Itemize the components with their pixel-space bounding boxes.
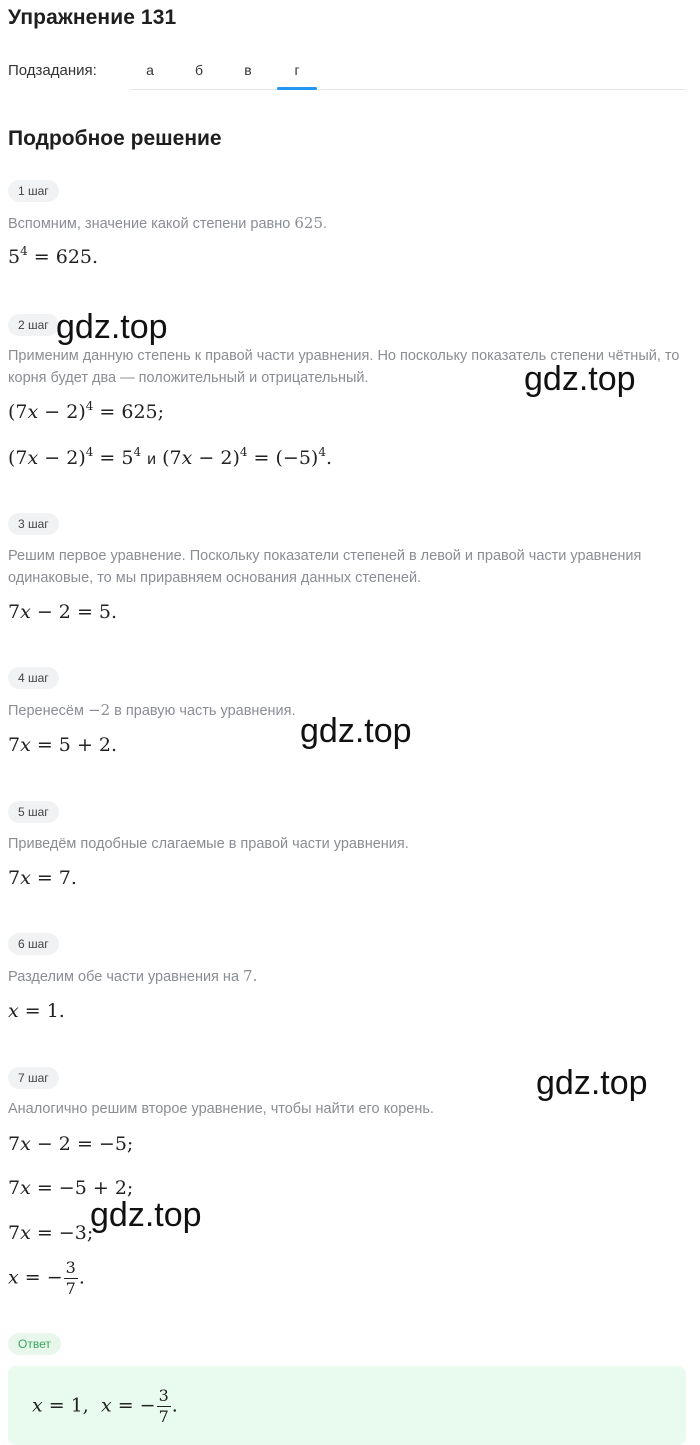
tab-b[interactable]: б: [194, 62, 204, 78]
step-formula: $5^4 = 625$.: [8, 244, 99, 268]
step-formula: 7x = 5 + 2.: [8, 734, 118, 756]
step-formula: x = − $\frac{3}{7}$ .: [8, 1258, 85, 1298]
answer-formula: x = 1, x = − $\frac{3}{7}$ .: [32, 1386, 178, 1426]
step-formula: x = 1.: [8, 1000, 65, 1022]
tab-a[interactable]: а: [146, 62, 154, 78]
step-text: Применим данную степень к правой части уравнения. Но поскольку показатель степени чётный, то корня будет два — положительный и отрицательный.: [8, 348, 680, 386]
tab-v[interactable]: в: [244, 62, 252, 78]
step-text: Разделим обе части уравнения на 7.: [8, 967, 258, 985]
step-badge: 7 шаг: [8, 1067, 59, 1089]
step-badge: 4 шаг: [8, 667, 59, 689]
step-badge: 5 шаг: [8, 801, 59, 823]
watermark: gdz.top: [90, 1196, 202, 1234]
step-text: Приведём подобные слагаемые в правой части уравнения.: [8, 836, 409, 852]
solution-title: Подробное решение: [8, 127, 222, 150]
step-formula: 7x = 7.: [8, 867, 77, 889]
step-formula: $(7x - 2)^4 = 625$;: [8, 399, 165, 423]
answer-badge: Ответ: [8, 1333, 61, 1355]
subtasks-label: Подзадания:: [8, 62, 97, 79]
watermark: gdz.top: [524, 360, 636, 398]
step-formula: 7x = −3;: [8, 1222, 94, 1244]
step-text: Решим первое уравнение. Поскольку показатели степеней в левой и правой части уравнения одинаковые, то мы приравняем основания данных степеней.: [8, 548, 642, 586]
page-title: Упражнение 131: [8, 6, 177, 29]
step-formula: 7x − 2 = 5.: [8, 601, 118, 623]
step-formula: 7x − 2 = −5;: [8, 1133, 134, 1155]
watermark: gdz.top: [56, 308, 168, 346]
step-formula: $(7x - 2)^4 = 5^4$ и $(7x - 2)^4 = (-5)^4$.: [8, 445, 333, 469]
step-badge: 2 шаг: [8, 314, 59, 336]
watermark: gdz.top: [300, 712, 412, 750]
step-badge: 1 шаг: [8, 180, 59, 202]
step-formula: 7x = −5 + 2;: [8, 1177, 134, 1199]
step-text: Перенесём −2 в правую часть уравнения.: [8, 701, 296, 719]
watermark: gdz.top: [536, 1064, 648, 1102]
step-badge: 6 шаг: [8, 933, 59, 955]
tab-g[interactable]: г: [294, 62, 300, 78]
active-tab-indicator: [277, 87, 317, 90]
step-badge: 3 шаг: [8, 513, 59, 535]
step-text: Вспомним, значение какой степени равно 625.: [8, 214, 328, 232]
subtasks-divider: [130, 89, 686, 90]
step-text: Аналогично решим второе уравнение, чтобы найти его корень.: [8, 1101, 434, 1117]
